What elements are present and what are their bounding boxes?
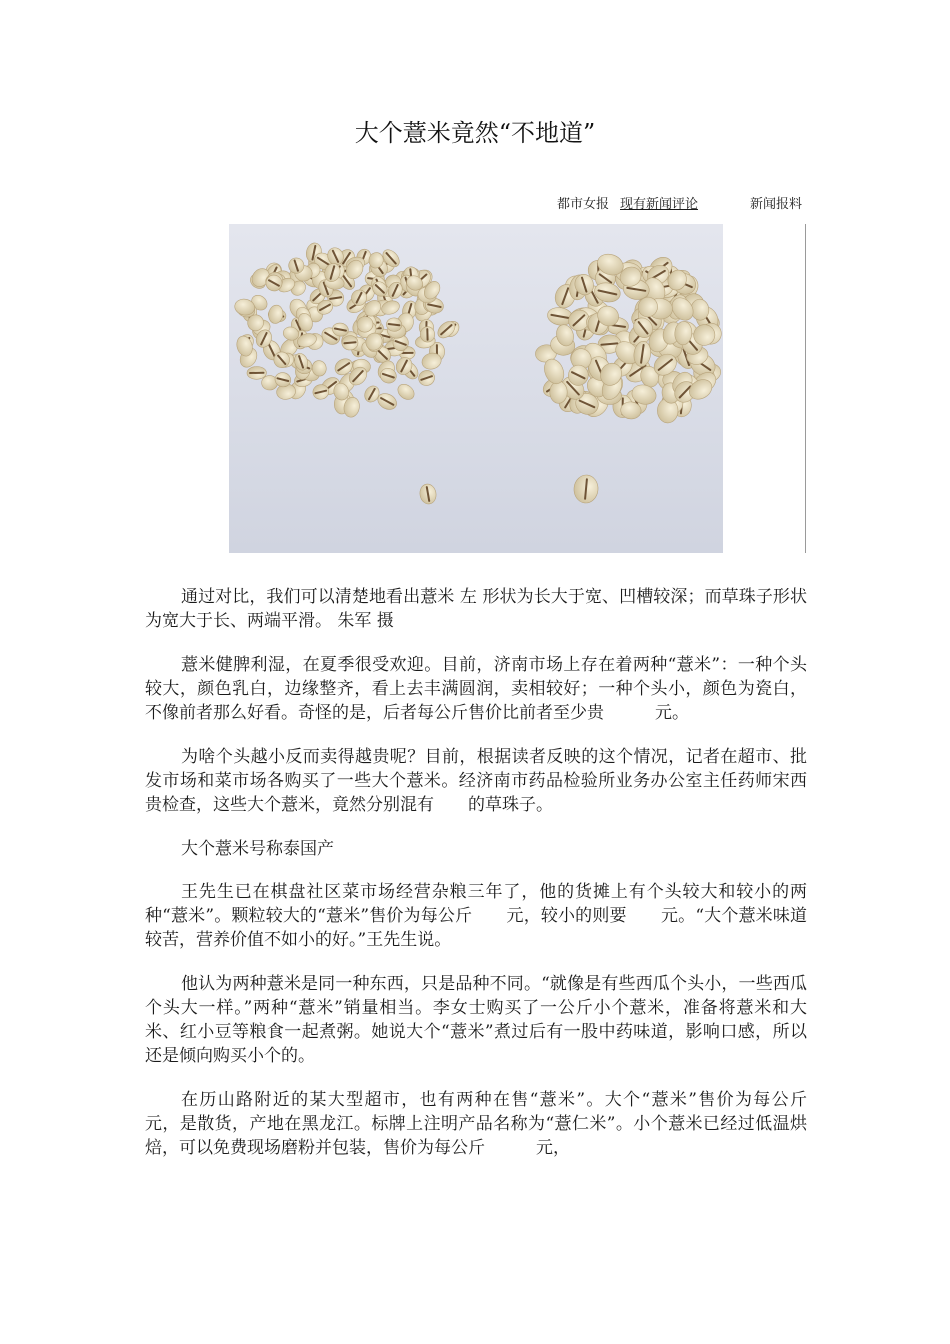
paragraph: 薏米健脾利湿，在夏季很受欢迎。目前，济南市场上存在着两种“薏米”：一种个头较大，颜色乳白，边缘整齐，看上去丰满圆润，卖相较好；一种个头小，颜色为瓷白，不像前者那么好看。奇怪的是，后者每公斤售价比前者至少贵 元。 [145,655,807,723]
sidebar-divider [805,224,806,553]
paragraph: 他认为两种薏米是同一种东西，只是品种不同。“就像是有些西瓜个头小，一些西瓜个头大一样。”两种“薏米”销量相当。李女士购买了一公斤小个薏米，准备将薏米和大米、红小豆等粮食一起煮粥。她说大个“薏米”煮过后有一股中药味道，影响口感，所以还是倾向购买小个的。 [145,974,807,1066]
grain-groove [389,324,400,325]
paragraph: 在历山路附近的某大型超市，也有两种在售“薏米”。大个“薏米”售价为每公斤 元，是散货，产地在黑龙江。标牌上注明产品名称为“薏仁米”。小个薏米已经过低温烘焙，可以免费现场磨粉并包装，售价为每公斤 元， [145,1090,858,1158]
paragraph: 为啥个头越小反而卖得越贵呢？目前，根据读者反映的这个情况，记者在超市、批发市场和菜市场各购买了一些大个薏米。经济南市药品检验所业务办公室主任药师宋西贵检查，这些大个薏米，竟然分别混有 的草珠子。 [145,747,807,815]
article-meta [520,196,806,214]
coix-seed-comparison-photo [229,224,723,553]
news-tip-link[interactable]: 新闻报料 [750,197,803,212]
article-title: 大个薏米竟然“不地道” [354,119,596,147]
grain [550,381,567,403]
grain-groove [344,342,355,343]
news-source: 都市女报 [557,197,610,212]
comments-link[interactable]: 现有新闻评论 [620,197,699,212]
section-heading: 大个薏米号称泰国产 [181,839,334,859]
paragraph: 王先生已在棋盘社区菜市场经营杂粮三年了，他的货摊上有个头较大和较小的两种“薏米”。颗粒较大的“薏米”售价为每公斤 元，较小的则要 元。“大个薏米味道较苦，营养价值不如小的好。”王先生说。 [145,882,807,950]
article-body [145,585,858,1180]
photo-caption: 通过对比，我们可以清楚地看出薏米 左 形状为长大于宽、凹槽较深；而草珠子形状为宽大于长、两端平滑。 朱军 摄 [145,587,807,631]
grain-groove [601,343,617,344]
